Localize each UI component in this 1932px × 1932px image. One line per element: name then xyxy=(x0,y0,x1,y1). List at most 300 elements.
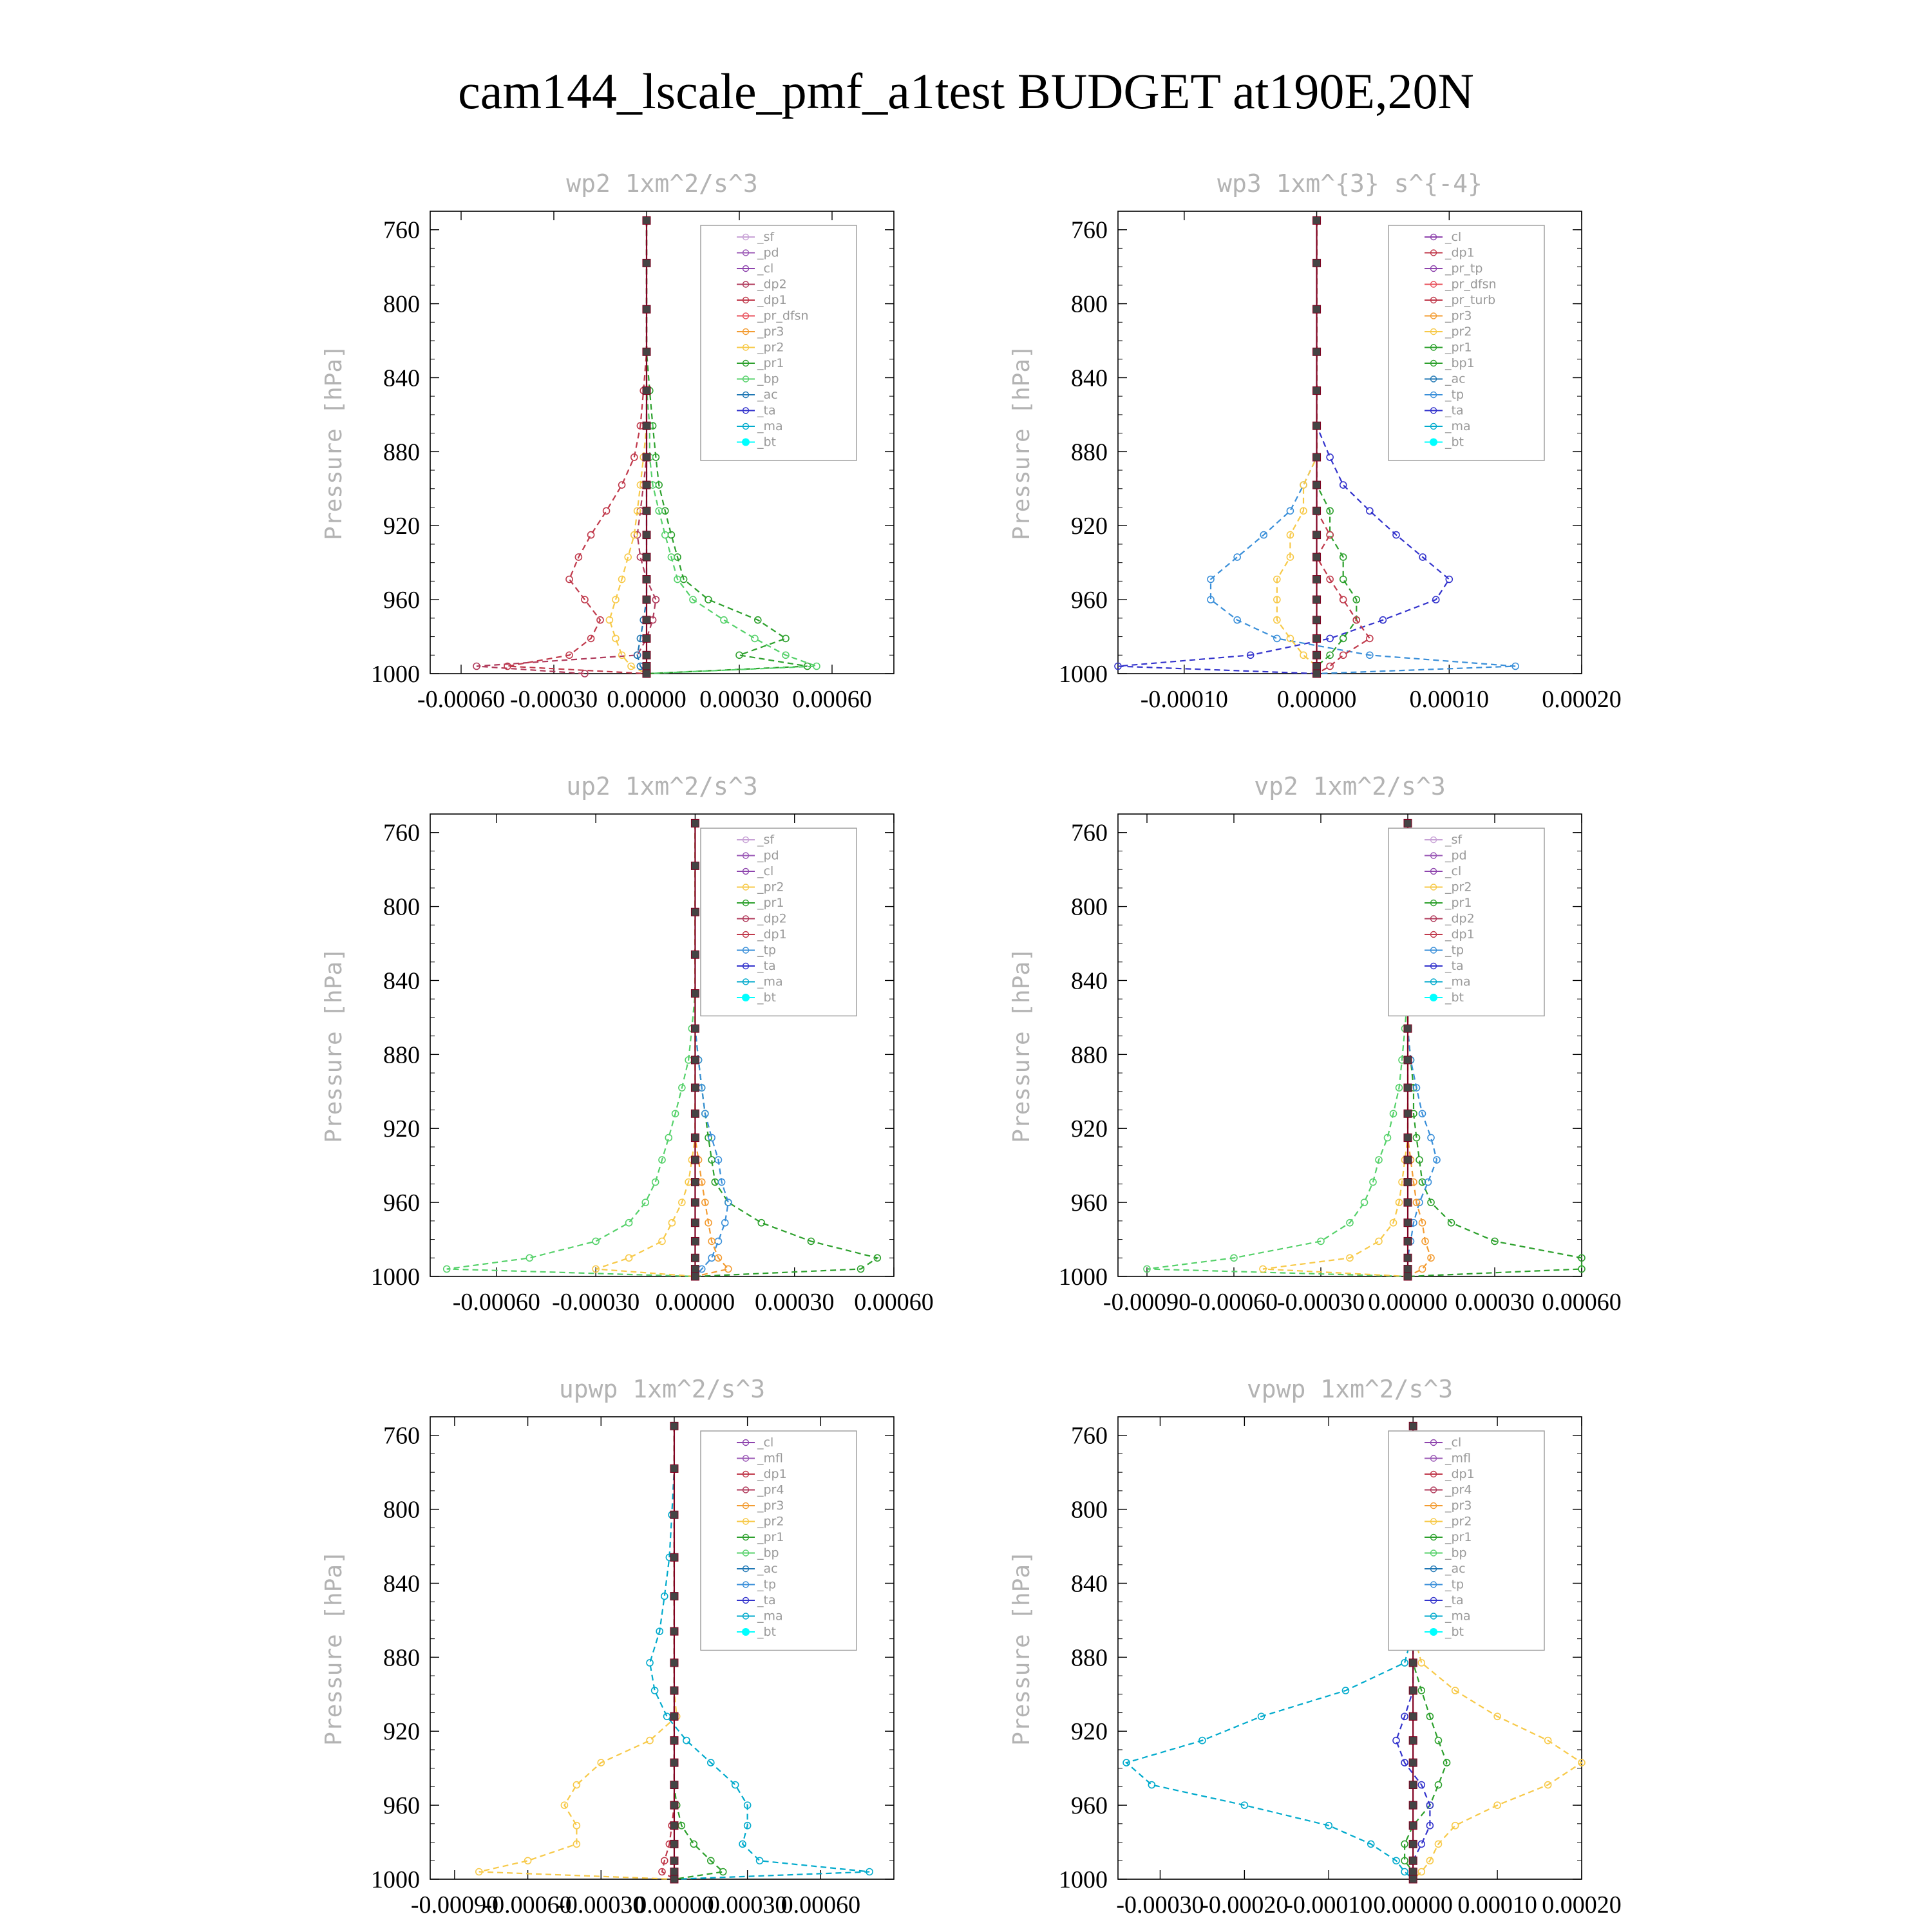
y-tick-label: 880 xyxy=(1071,1041,1108,1069)
x-tick-label: 0.00000 xyxy=(634,1891,714,1918)
x-tick-label: -0.00060 xyxy=(484,1891,572,1918)
legend-entry: _bp xyxy=(1445,1546,1467,1560)
bt-marker xyxy=(691,1273,699,1280)
legend-marker xyxy=(1430,439,1437,446)
bt-marker xyxy=(1313,596,1321,603)
legend-entry: _pr3 xyxy=(757,325,784,339)
bt-marker xyxy=(643,576,650,583)
x-tick-label: 0.00060 xyxy=(1542,1289,1622,1316)
series-point xyxy=(1234,554,1240,560)
series-point xyxy=(647,1738,653,1744)
legend-entry: _pr1 xyxy=(1445,340,1472,355)
legend-entry: _tp xyxy=(1445,943,1464,958)
series-point xyxy=(813,663,820,670)
series-point xyxy=(1452,1823,1459,1829)
bt-marker xyxy=(1404,1273,1412,1280)
bt-marker xyxy=(1313,305,1321,313)
y-tick-label: 760 xyxy=(1071,819,1108,847)
bt-marker xyxy=(1404,1134,1412,1142)
bt-marker xyxy=(1404,1156,1412,1164)
bt-marker xyxy=(691,951,699,958)
bt-marker xyxy=(643,387,650,395)
y-tick-label: 960 xyxy=(1071,587,1108,614)
y-tick-label: 800 xyxy=(383,893,420,921)
bt-marker xyxy=(643,259,650,267)
bt-marker xyxy=(1404,1237,1412,1245)
legend-entry: _tp xyxy=(757,943,777,958)
bt-marker xyxy=(643,507,650,515)
legend-entry: _pd xyxy=(757,245,779,260)
legend xyxy=(1388,1431,1544,1651)
legend-entry: _pr1 xyxy=(757,1530,784,1544)
y-tick-label: 800 xyxy=(383,290,420,318)
y-tick-label: 760 xyxy=(383,819,420,847)
series-point xyxy=(715,1238,721,1244)
legend-entry: _pr_turb xyxy=(1445,293,1496,307)
legend-entry: _ac xyxy=(1445,1562,1466,1576)
series-point xyxy=(1340,652,1347,658)
legend-entry: _dp2 xyxy=(1445,911,1475,926)
bt-marker xyxy=(670,1553,678,1561)
bt-marker xyxy=(1404,1198,1412,1206)
bt-marker xyxy=(1313,348,1321,355)
bt-marker xyxy=(643,651,650,659)
y-tick-label: 760 xyxy=(383,216,420,244)
series-point xyxy=(721,617,727,623)
bt-marker xyxy=(1404,1254,1412,1262)
series-point xyxy=(1300,482,1307,488)
bt-marker xyxy=(691,819,699,827)
legend-entry: _bt xyxy=(757,435,777,450)
y-tick-label: 920 xyxy=(383,513,420,540)
y-axis-label: Pressure [hPa] xyxy=(1009,345,1035,540)
legend-entry: _dp1 xyxy=(1445,245,1475,260)
series-point xyxy=(1327,663,1333,670)
legend-entry: _pd xyxy=(757,848,779,863)
legend-entry: _pr2 xyxy=(757,1514,784,1529)
legend-entry: _tp xyxy=(1445,388,1464,402)
bt-marker xyxy=(670,1857,678,1864)
series-point xyxy=(573,1782,580,1788)
bt-marker xyxy=(691,1198,699,1206)
y-tick-label: 880 xyxy=(1071,439,1108,466)
legend-entry: _pr3 xyxy=(1445,308,1472,323)
x-tick-label: 0.00030 xyxy=(707,1891,788,1918)
series-line-pr2 xyxy=(1277,220,1317,674)
x-tick-label: 0.00030 xyxy=(699,686,779,713)
series-point xyxy=(732,1782,739,1788)
y-tick-label: 880 xyxy=(383,1041,420,1069)
legend-entry: _pr2 xyxy=(1445,325,1472,339)
legend-entry: _ta xyxy=(757,403,776,418)
series-point xyxy=(1401,1869,1408,1875)
series-point xyxy=(652,596,659,603)
bt-marker xyxy=(670,1840,678,1848)
legend-entry: _ma xyxy=(1445,1609,1471,1624)
x-tick-label: 0.00020 xyxy=(1542,1891,1622,1918)
x-tick-label: 0.00010 xyxy=(1409,686,1490,713)
series-point xyxy=(758,1220,764,1226)
legend-entry: _ta xyxy=(1445,959,1464,973)
bt-marker xyxy=(1404,1084,1412,1092)
legend-entry: _bt xyxy=(757,990,777,1005)
series-line-dp1 xyxy=(447,823,696,1276)
legend-entry: _tp xyxy=(757,1577,777,1592)
legend-entry: _cl xyxy=(1445,1435,1462,1450)
series-line-dp1 xyxy=(1317,220,1370,674)
legend-entry: _bt xyxy=(1445,1625,1464,1639)
legend xyxy=(701,1431,857,1651)
series-point xyxy=(1287,507,1293,514)
x-tick-label: 0.00060 xyxy=(792,686,872,713)
bt-marker xyxy=(691,1237,699,1245)
bt-marker xyxy=(670,1875,678,1883)
bt-marker xyxy=(670,1593,678,1600)
y-tick-label: 920 xyxy=(1071,513,1108,540)
legend xyxy=(1388,225,1544,460)
y-tick-label: 1000 xyxy=(371,1866,420,1893)
bt-marker xyxy=(691,1110,699,1117)
bt-marker xyxy=(1404,1110,1412,1117)
series-line-dp2 xyxy=(477,220,656,674)
panel-up2 xyxy=(321,772,934,1316)
bt-marker xyxy=(1409,1422,1417,1430)
y-tick-label: 960 xyxy=(383,587,420,614)
bt-marker xyxy=(643,553,650,561)
x-tick-label: -0.00010 xyxy=(1285,1891,1373,1918)
y-tick-label: 1000 xyxy=(371,661,420,688)
y-axis-label: Pressure [hPa] xyxy=(321,947,347,1143)
bt-marker xyxy=(1313,481,1321,489)
legend-entry: _dp2 xyxy=(757,277,787,292)
legend-entry: _ac xyxy=(757,388,778,402)
y-tick-label: 1000 xyxy=(1059,1264,1108,1291)
series-line-pr1 xyxy=(479,1426,677,1879)
series-point xyxy=(1367,507,1373,514)
series-point xyxy=(708,1255,715,1261)
legend-entry: _ta xyxy=(757,1593,776,1607)
bt-marker xyxy=(1404,1265,1412,1273)
series-point xyxy=(1376,1238,1382,1244)
bt-marker xyxy=(1409,1781,1417,1789)
y-tick-label: 920 xyxy=(1071,1718,1108,1746)
panel-title: upwp 1xm^2/s^3 xyxy=(558,1375,766,1403)
y-tick-label: 920 xyxy=(383,1718,420,1746)
bt-marker xyxy=(691,1179,699,1186)
legend-entry: _cl xyxy=(1445,864,1462,878)
legend-entry: _cl xyxy=(757,1435,774,1450)
x-tick-label: -0.00030 xyxy=(1276,1289,1365,1316)
legend-entry: _dp2 xyxy=(757,911,787,926)
series-point xyxy=(1340,482,1347,488)
bt-marker xyxy=(643,216,650,224)
y-tick-label: 880 xyxy=(383,1644,420,1672)
bt-marker xyxy=(643,663,650,670)
legend-entry: _pr_dfsn xyxy=(757,308,809,323)
bt-marker xyxy=(643,531,650,539)
bt-marker xyxy=(643,481,650,489)
legend-marker xyxy=(742,439,750,446)
y-axis-label: Pressure [hPa] xyxy=(321,1550,347,1746)
legend-entry: _sf xyxy=(1445,833,1463,847)
x-tick-label: 0.00030 xyxy=(754,1289,835,1316)
series-point xyxy=(705,596,712,603)
panels xyxy=(321,169,1622,1918)
series-point xyxy=(588,532,594,538)
bt-marker xyxy=(1313,670,1321,677)
bt-marker xyxy=(670,1627,678,1635)
panel-title: wp2 1xm^2/s^3 xyxy=(566,169,758,198)
series-point xyxy=(690,1841,697,1847)
bt-marker xyxy=(643,670,650,677)
bt-marker xyxy=(1313,651,1321,659)
legend-entry: _ac xyxy=(1445,372,1466,386)
bt-marker xyxy=(691,908,699,916)
bt-marker xyxy=(670,1737,678,1745)
y-tick-label: 960 xyxy=(1071,1189,1108,1217)
y-tick-label: 880 xyxy=(383,439,420,466)
y-tick-label: 800 xyxy=(1071,290,1108,318)
series-point xyxy=(1446,576,1452,583)
bt-marker xyxy=(1404,1219,1412,1227)
series-point xyxy=(1393,1738,1399,1744)
series-point xyxy=(619,652,625,658)
panel-vpwp xyxy=(1009,1375,1622,1918)
y-tick-label: 920 xyxy=(383,1115,420,1143)
legend-entry: _pr_dfsn xyxy=(1445,277,1497,292)
legend-entry: _bp1 xyxy=(1445,356,1475,370)
y-tick-label: 760 xyxy=(1071,1422,1108,1450)
legend-entry: _pr3 xyxy=(1445,1499,1472,1513)
series-line-pr1 xyxy=(1317,220,1357,674)
bt-marker xyxy=(691,1025,699,1032)
legend-entry: _pr_tp xyxy=(1445,261,1483,276)
series-point xyxy=(642,1199,649,1206)
bt-marker xyxy=(643,348,650,355)
panel-title: wp3 1xm^{3} s^{-4} xyxy=(1217,169,1482,198)
bt-marker xyxy=(691,1265,699,1273)
legend-entry: _bp xyxy=(757,1546,779,1560)
bt-marker xyxy=(1313,453,1321,461)
y-tick-label: 840 xyxy=(383,365,420,392)
bt-marker xyxy=(691,862,699,869)
legend-entry: _pr2 xyxy=(1445,1514,1472,1529)
series-point xyxy=(592,1238,599,1244)
bt-marker xyxy=(670,1759,678,1766)
legend xyxy=(701,828,857,1016)
legend-marker xyxy=(1430,994,1437,1001)
panel-title: vpwp 1xm^2/s^3 xyxy=(1246,1375,1454,1403)
y-tick-label: 920 xyxy=(1071,1115,1108,1143)
x-tick-label: 0.00030 xyxy=(1455,1289,1535,1316)
bt-marker xyxy=(643,634,650,642)
series-point xyxy=(1418,1869,1425,1875)
x-tick-label: 0.00020 xyxy=(1542,686,1622,713)
series-point xyxy=(1340,596,1347,603)
legend-entry: _cl xyxy=(757,261,774,276)
bt-marker xyxy=(1313,216,1321,224)
legend-entry: _pd xyxy=(1445,848,1467,863)
bt-marker xyxy=(1409,1687,1417,1694)
legend-entry: _ta xyxy=(757,959,776,973)
bt-marker xyxy=(691,1219,699,1227)
legend-entry: _pr2 xyxy=(757,880,784,895)
panel-vp2 xyxy=(1009,772,1622,1316)
bt-marker xyxy=(643,422,650,430)
x-tick-label: -0.00090 xyxy=(1103,1289,1191,1316)
series-point xyxy=(1361,1199,1368,1206)
legend-entry: _dp1 xyxy=(757,293,787,307)
legend-entry: _bt xyxy=(1445,990,1464,1005)
legend-entry: _ma xyxy=(1445,419,1471,433)
panel-title: vp2 1xm^2/s^3 xyxy=(1254,772,1446,800)
legend xyxy=(701,225,857,460)
y-tick-label: 840 xyxy=(1071,365,1108,392)
bt-marker xyxy=(670,1868,678,1876)
legend xyxy=(1388,828,1544,1016)
legend-entry: _ma xyxy=(757,1609,783,1624)
legend-entry: _mfl xyxy=(757,1451,783,1466)
bt-marker xyxy=(1409,1822,1417,1830)
legend-entry: _ac xyxy=(757,1562,778,1576)
bt-marker xyxy=(1313,531,1321,539)
bt-marker xyxy=(643,453,650,461)
legend-entry: _sf xyxy=(757,833,775,847)
x-tick-label: 0.00060 xyxy=(781,1891,861,1918)
legend-entry: _bt xyxy=(1445,435,1464,450)
series-point xyxy=(664,1713,670,1719)
legend-entry: _bp xyxy=(757,372,779,386)
series-point xyxy=(659,1238,665,1244)
x-tick-label: 0.00000 xyxy=(1373,1891,1453,1918)
series-point xyxy=(1435,1738,1441,1744)
x-tick-label: 0.00000 xyxy=(1276,686,1357,713)
x-tick-label: -0.00030 xyxy=(1116,1891,1204,1918)
bt-marker xyxy=(670,1687,678,1694)
legend-entry: _dp1 xyxy=(1445,1467,1475,1481)
bt-marker xyxy=(1313,507,1321,515)
bt-marker xyxy=(691,1254,699,1262)
bt-marker xyxy=(1409,1712,1417,1720)
series-line-dp1 xyxy=(1147,823,1408,1276)
legend-marker xyxy=(742,994,750,1001)
series-point xyxy=(612,635,619,641)
series-point xyxy=(1419,1266,1426,1273)
series-point xyxy=(782,635,789,641)
legend-entry: _pr2 xyxy=(757,340,784,355)
series-point xyxy=(626,1255,632,1261)
y-tick-label: 960 xyxy=(383,1189,420,1217)
series-point xyxy=(1327,454,1333,460)
legend-entry: _tp xyxy=(1445,1577,1464,1592)
series-point xyxy=(1435,1782,1441,1788)
legend-entry: _ma xyxy=(1445,974,1471,989)
panel-wp2 xyxy=(321,169,894,713)
bt-marker xyxy=(643,596,650,603)
bt-marker xyxy=(670,1422,678,1430)
y-tick-label: 840 xyxy=(1071,1570,1108,1598)
series-point xyxy=(566,576,573,583)
legend-entry: _ta xyxy=(1445,1593,1464,1607)
series-point xyxy=(668,1220,675,1226)
legend-entry: _cl xyxy=(1445,230,1462,244)
y-tick-label: 840 xyxy=(383,967,420,995)
y-tick-label: 800 xyxy=(1071,893,1108,921)
legend-entry: _sf xyxy=(757,230,775,244)
series-point xyxy=(1340,635,1347,641)
bt-marker xyxy=(643,616,650,624)
legend-entry: _pr4 xyxy=(757,1482,784,1497)
legend-entry: _ma xyxy=(757,974,783,989)
series-point xyxy=(1300,652,1307,658)
bt-marker xyxy=(691,1156,699,1164)
bt-marker xyxy=(1313,576,1321,583)
y-axis-label: Pressure [hPa] xyxy=(1009,1550,1035,1746)
legend-entry: _dp1 xyxy=(757,1467,787,1481)
x-tick-label: 0.00000 xyxy=(1368,1289,1448,1316)
series-point xyxy=(757,1857,763,1864)
bt-marker xyxy=(1313,387,1321,395)
bt-marker xyxy=(1409,1737,1417,1745)
y-axis-label: Pressure [hPa] xyxy=(1009,947,1035,1143)
bt-marker xyxy=(670,1712,678,1720)
bt-marker xyxy=(1404,1056,1412,1064)
x-tick-label: -0.00020 xyxy=(1200,1891,1289,1918)
y-tick-label: 800 xyxy=(383,1496,420,1524)
bt-marker xyxy=(1313,616,1321,624)
x-tick-label: -0.00060 xyxy=(452,1289,540,1316)
bt-marker xyxy=(691,1084,699,1092)
y-tick-label: 840 xyxy=(383,1570,420,1598)
x-tick-label: 0.00000 xyxy=(655,1289,735,1316)
series-line-ma xyxy=(1126,1426,1413,1879)
bt-marker xyxy=(1409,1659,1417,1667)
bt-marker xyxy=(691,990,699,998)
series-line-dp1 xyxy=(507,220,647,674)
series-line-pr1 xyxy=(1263,823,1408,1276)
y-axis-label: Pressure [hPa] xyxy=(321,345,347,540)
series-point xyxy=(619,482,625,488)
series-point xyxy=(1418,1841,1425,1847)
panel-wp3 xyxy=(1009,169,1622,713)
bt-marker xyxy=(670,1801,678,1809)
legend-entry: _pr1 xyxy=(757,356,784,370)
panel-title: up2 1xm^2/s^3 xyxy=(566,772,758,800)
x-tick-label: -0.00030 xyxy=(552,1289,640,1316)
y-tick-label: 960 xyxy=(1071,1792,1108,1820)
bt-marker xyxy=(670,1659,678,1667)
y-tick-label: 1000 xyxy=(1059,661,1108,688)
legend-entry: _pr4 xyxy=(1445,1482,1472,1497)
bt-marker xyxy=(1409,1857,1417,1864)
bt-marker xyxy=(670,1781,678,1789)
series-point xyxy=(1367,635,1373,641)
legend-entry: _mfl xyxy=(1445,1451,1471,1466)
series-point xyxy=(1327,532,1333,538)
series-point xyxy=(1148,1782,1155,1788)
bt-marker xyxy=(1404,1179,1412,1186)
x-tick-label: 0.00060 xyxy=(854,1289,934,1316)
series-point xyxy=(1340,576,1347,583)
legend-entry: _ta xyxy=(1445,403,1464,418)
legend-entry: _pr2 xyxy=(1445,880,1472,895)
x-tick-label: -0.00030 xyxy=(557,1891,645,1918)
legend-entry: _ma xyxy=(757,419,783,433)
bt-marker xyxy=(1313,259,1321,267)
y-tick-label: 760 xyxy=(383,1422,420,1450)
figure-title: cam144_lscale_pmf_a1test BUDGET at190E,20N xyxy=(458,63,1474,119)
series-line-pr2 xyxy=(609,220,647,674)
